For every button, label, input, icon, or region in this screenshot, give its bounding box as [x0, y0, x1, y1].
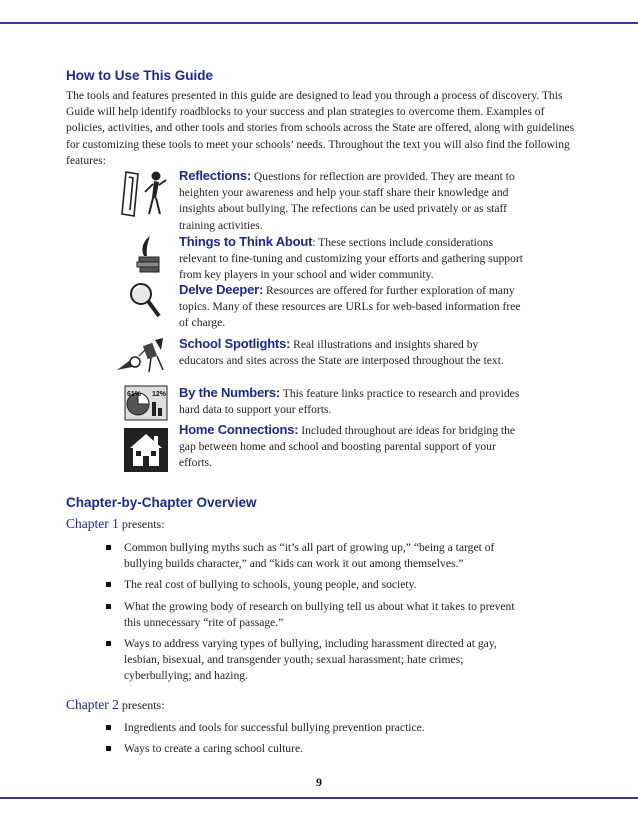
list-item: Ways to address varying types of bullying, including harassment directed at gay, lesbian, bisexual, and transgender youth; sexual harassment; hate crimes; cyberbullying; and hazing.	[104, 636, 524, 685]
page-number: 9	[316, 775, 322, 789]
feature-text: This feature links practice to research and provides hard data to support your efforts.	[179, 387, 520, 417]
feature-title: Delve Deeper:	[179, 282, 264, 297]
bottom-rule	[0, 797, 638, 799]
chapter-2-label: Chapter 2	[66, 697, 119, 712]
chapter-1-label: Chapter 1	[66, 516, 119, 531]
intro-paragraph: The tools and features presented in this guide are designed to lead you through a process of discovery. This Guide will help identify roadblocks to your success and plan strategies to overcome them. Examples of policies, activities, and other tools and stories from schools across the State are offered, along with guidelines for customizing these tools to meet your schools’ needs. Throughout the text you will also find the following features:	[66, 89, 575, 167]
feature-title: Things to Think About	[179, 234, 313, 249]
chapter-2-intro	[66, 697, 165, 713]
pct-label-left: 61%	[127, 391, 142, 398]
feature-reflections	[179, 168, 524, 234]
list-item: Common bullying myths such as “it’s all part of growing up,” “being a target of bullying builds character,” and “kids can work it out among themselves.”	[104, 540, 524, 572]
feature-text: Real illustrations and insights shared by educators and sites across the State are interposed throughout the text.	[179, 338, 504, 368]
pct-label-right: 12%	[152, 391, 167, 398]
feature-title: By the Numbers:	[179, 385, 281, 400]
chapter-1-bullets	[104, 540, 524, 690]
chapter-2-bullets	[104, 720, 524, 762]
magnifier-icon	[128, 281, 162, 319]
feature-text: These sections include considerations relevant to fine-tuning and customizing your efforts and gathering support from key players in your school and wider community.	[179, 236, 523, 282]
feature-text: Included throughout are ideas for bridging the gap between home and school and boosting parental support of your efforts.	[179, 424, 516, 470]
list-item: Ways to create a caring school culture.	[104, 741, 524, 757]
feature-home-connections	[179, 422, 524, 472]
feature-delve-deeper	[179, 282, 524, 332]
spotlight-icon	[115, 336, 171, 376]
list-item: The real cost of bullying to schools, young people, and society.	[104, 577, 524, 593]
feature-by-the-numbers	[179, 385, 524, 418]
feature-things-to-think-about	[179, 234, 524, 284]
top-rule	[0, 22, 638, 24]
books-quill-icon	[134, 234, 164, 274]
chapter-2-presents: presents:	[118, 698, 165, 712]
feature-title-colon: :	[312, 236, 316, 249]
feature-title: Reflections:	[179, 168, 252, 183]
section-heading-overview: Chapter-by-Chapter Overview	[66, 495, 257, 510]
list-item: What the growing body of research on bullying tell us about what it takes to prevent this unnecessary “rite of passage.”	[104, 599, 524, 631]
chapter-1-intro	[66, 516, 165, 532]
feature-text: Questions for reflection are provided. They are meant to heighten your awareness and help your staff share their knowledge and insights about bullying. The refections can be used privately or as staff training activities.	[179, 170, 515, 232]
feature-school-spotlights	[179, 336, 524, 369]
mirror-figure-icon	[118, 168, 174, 220]
section-heading-how-to-use: How to Use This Guide	[66, 68, 214, 83]
feature-text: Resources are offered for further exploration of many topics. Many of these resources are URLs for web-based information free of charge.	[179, 284, 521, 330]
list-item: Ingredients and tools for successful bullying prevention practice.	[104, 720, 524, 736]
percent-chart-icon	[124, 384, 168, 422]
chapter-1-presents: presents:	[118, 517, 165, 531]
feature-title: Home Connections:	[179, 422, 299, 437]
feature-title: School Spotlights:	[179, 336, 291, 351]
house-icon	[124, 428, 168, 472]
